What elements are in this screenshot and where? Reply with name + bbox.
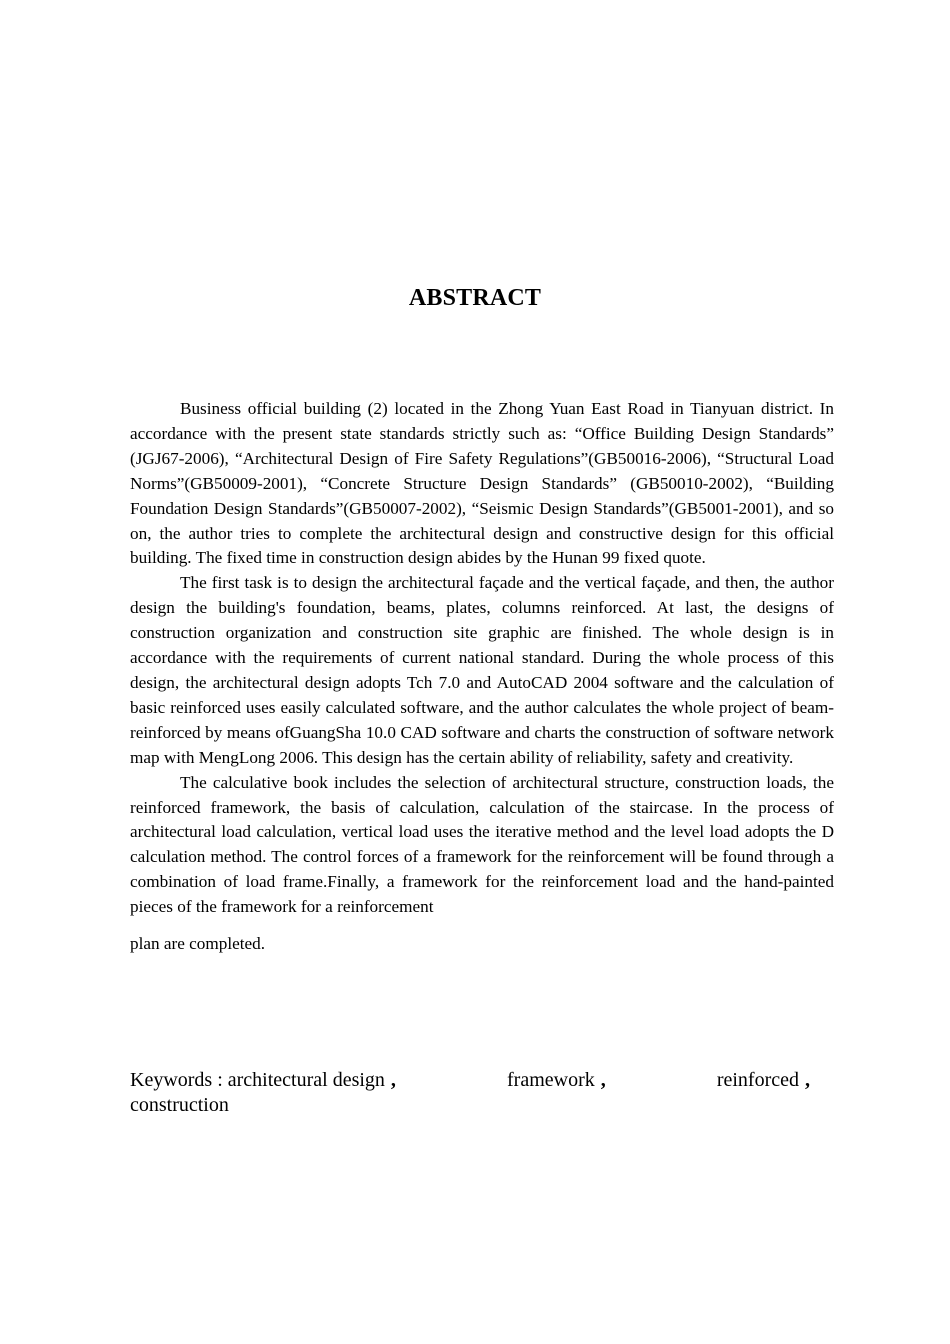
keyword-item: architectural design bbox=[227, 1069, 385, 1091]
keywords-section bbox=[130, 1068, 834, 1118]
keywords-row bbox=[130, 1068, 810, 1093]
keyword-item: framework bbox=[507, 1069, 595, 1091]
keyword-item-last: construction bbox=[130, 1094, 229, 1116]
keyword-separator: , bbox=[390, 1069, 396, 1091]
abstract-paragraph-3 bbox=[130, 771, 834, 957]
abstract-body bbox=[130, 397, 834, 957]
abstract-title: ABSTRACT bbox=[408, 285, 542, 311]
abstract-paragraph-3-tail: plan are completed. bbox=[130, 934, 266, 954]
keyword-separator: , bbox=[804, 1069, 810, 1091]
keyword-group bbox=[507, 1068, 606, 1093]
keywords-label-group bbox=[130, 1068, 396, 1093]
keyword-item: reinforced bbox=[716, 1069, 799, 1091]
keyword-separator: , bbox=[600, 1069, 606, 1091]
abstract-paragraph-3-text: The calculative book includes the selection of architectural structure, construction loads, the reinforced framework, the basis of calculation, calculation of the staircase. In the process of architectural load calculation, vertical load uses the iterative method and the level load adopts the D calculation method. The control forces of a framework for the reinforcement will be found through a combination of load frame.Finally, a framework for the reinforcement load and the hand-painted pieces of the framework for a reinforcement bbox=[130, 772, 834, 917]
keywords-label: Keywords : bbox=[130, 1069, 223, 1091]
abstract-paragraph-1: Business official building (2) located in the Zhong Yuan East Road in Tianyuan district. In accordance with the present state standards strictly such as: “Office Building Design Standards” (JGJ67-2006), “Architectural Design of Fire Safety Regulations”(GB50016-2006), “Structural Load Norms”(GB50009-2001), “Concrete Structure Design Standards” (GB50010-2002), “Building Foundation Design Standards”(GB50007-2002), “Seismic Design Standards”(GB5001-2001), and so on, the author tries to complete the architectural design and constructive design for this official building. The fixed time in construction design abides by the Hunan 99 fixed quote. bbox=[130, 399, 834, 568]
keyword-group bbox=[717, 1068, 810, 1093]
abstract-paragraph-2: The first task is to design the architectural façade and the vertical façade, and then, the author design the building's foundation, beams, plates, columns reinforced. At last, the designs of construction organization and construction site graphic are finished. The whole design is in accordance with the requirements of current national standard. During the whole process of this design, the architectural design adopts Tch 7.0 and AutoCAD 2004 software and the calculation of basic reinforced uses easily calculated software, and the author calculates the whole project of beam-reinforced by means ofGuangSha 10.0 CAD software and charts the construction of software network map with MengLong 2006. This design has the certain ability of reliability, safety and creativity. bbox=[130, 573, 834, 767]
